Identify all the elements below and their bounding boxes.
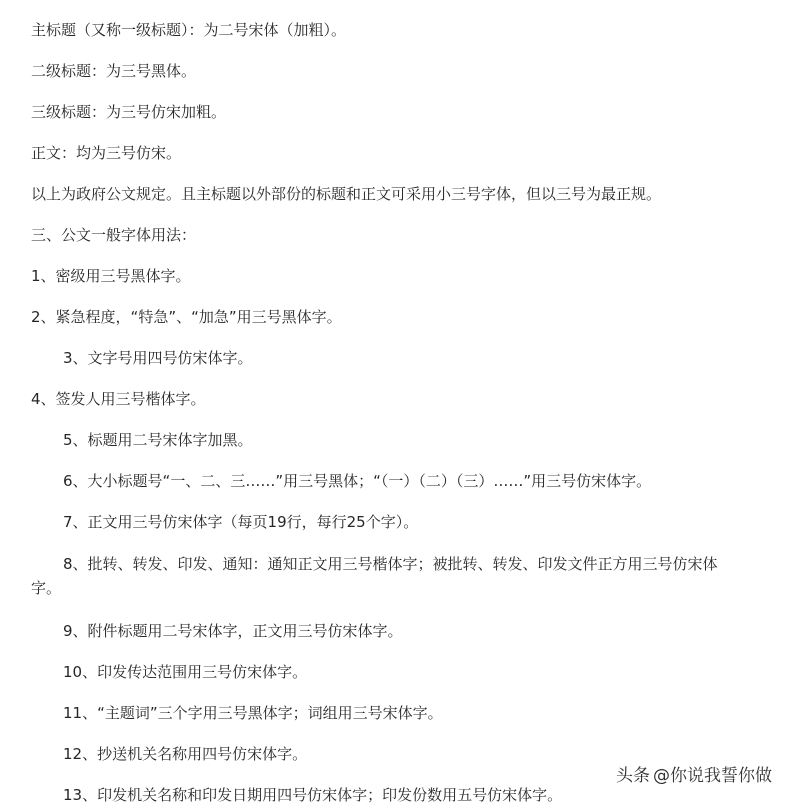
watermark-brand: 头条 xyxy=(616,766,650,786)
paragraph-main-title-rule: 主标题（又称一级标题）：为二号宋体（加粗）。 xyxy=(31,21,347,39)
list-item: 11、“主题词”三个字用三号黑体字；词组用三号宋体字。 xyxy=(63,704,443,722)
list-item: 6、大小标题号“一、二、三……”用三号黑体；“（一）（二）（三）……”用三号仿宋体字。 xyxy=(63,472,652,490)
section-heading: 三、公文一般字体用法： xyxy=(31,226,197,244)
list-item: 13、印发机关名称和印发日期用四号仿宋体字；印发份数用五号仿宋体字。 xyxy=(63,786,563,804)
list-item: 2、紧急程度，“特急”、“加急”用三号黑体字。 xyxy=(31,308,342,326)
paragraph-note: 以上为政府公文规定。且主标题以外部份的标题和正文可采用小三号字体，但以三号为最正规。 xyxy=(31,185,662,203)
list-item: 7、正文用三号仿宋体字（每页19行，每行25个字）。 xyxy=(63,513,419,531)
watermark xyxy=(616,761,772,786)
paragraph-level2-title-rule: 二级标题：为三号黑体。 xyxy=(31,62,197,80)
list-item: 3、文字号用四号仿宋体字。 xyxy=(63,349,253,367)
list-item: 8、批转、转发、印发、通知：通知正文用三号楷体字；被批转、转发、印发文件正方用三号仿宋体字。 xyxy=(31,555,718,597)
watermark-handle: @你说我誓你做 xyxy=(653,766,772,786)
list-item: 5、标题用二号宋体字加黑。 xyxy=(63,431,253,449)
list-item: 1、密级用三号黑体字。 xyxy=(31,267,191,285)
paragraph-level3-title-rule: 三级标题：为三号仿宋加粗。 xyxy=(31,103,227,121)
list-item: 12、抄送机关名称用四号仿宋体字。 xyxy=(63,745,308,763)
list-item: 10、印发传达范围用三号仿宋体字。 xyxy=(63,663,308,681)
list-item: 4、签发人用三号楷体字。 xyxy=(31,390,206,408)
list-item: 9、附件标题用二号宋体字，正文用三号仿宋体字。 xyxy=(63,622,403,640)
paragraph-body-text-rule: 正文：均为三号仿宋。 xyxy=(31,144,182,162)
